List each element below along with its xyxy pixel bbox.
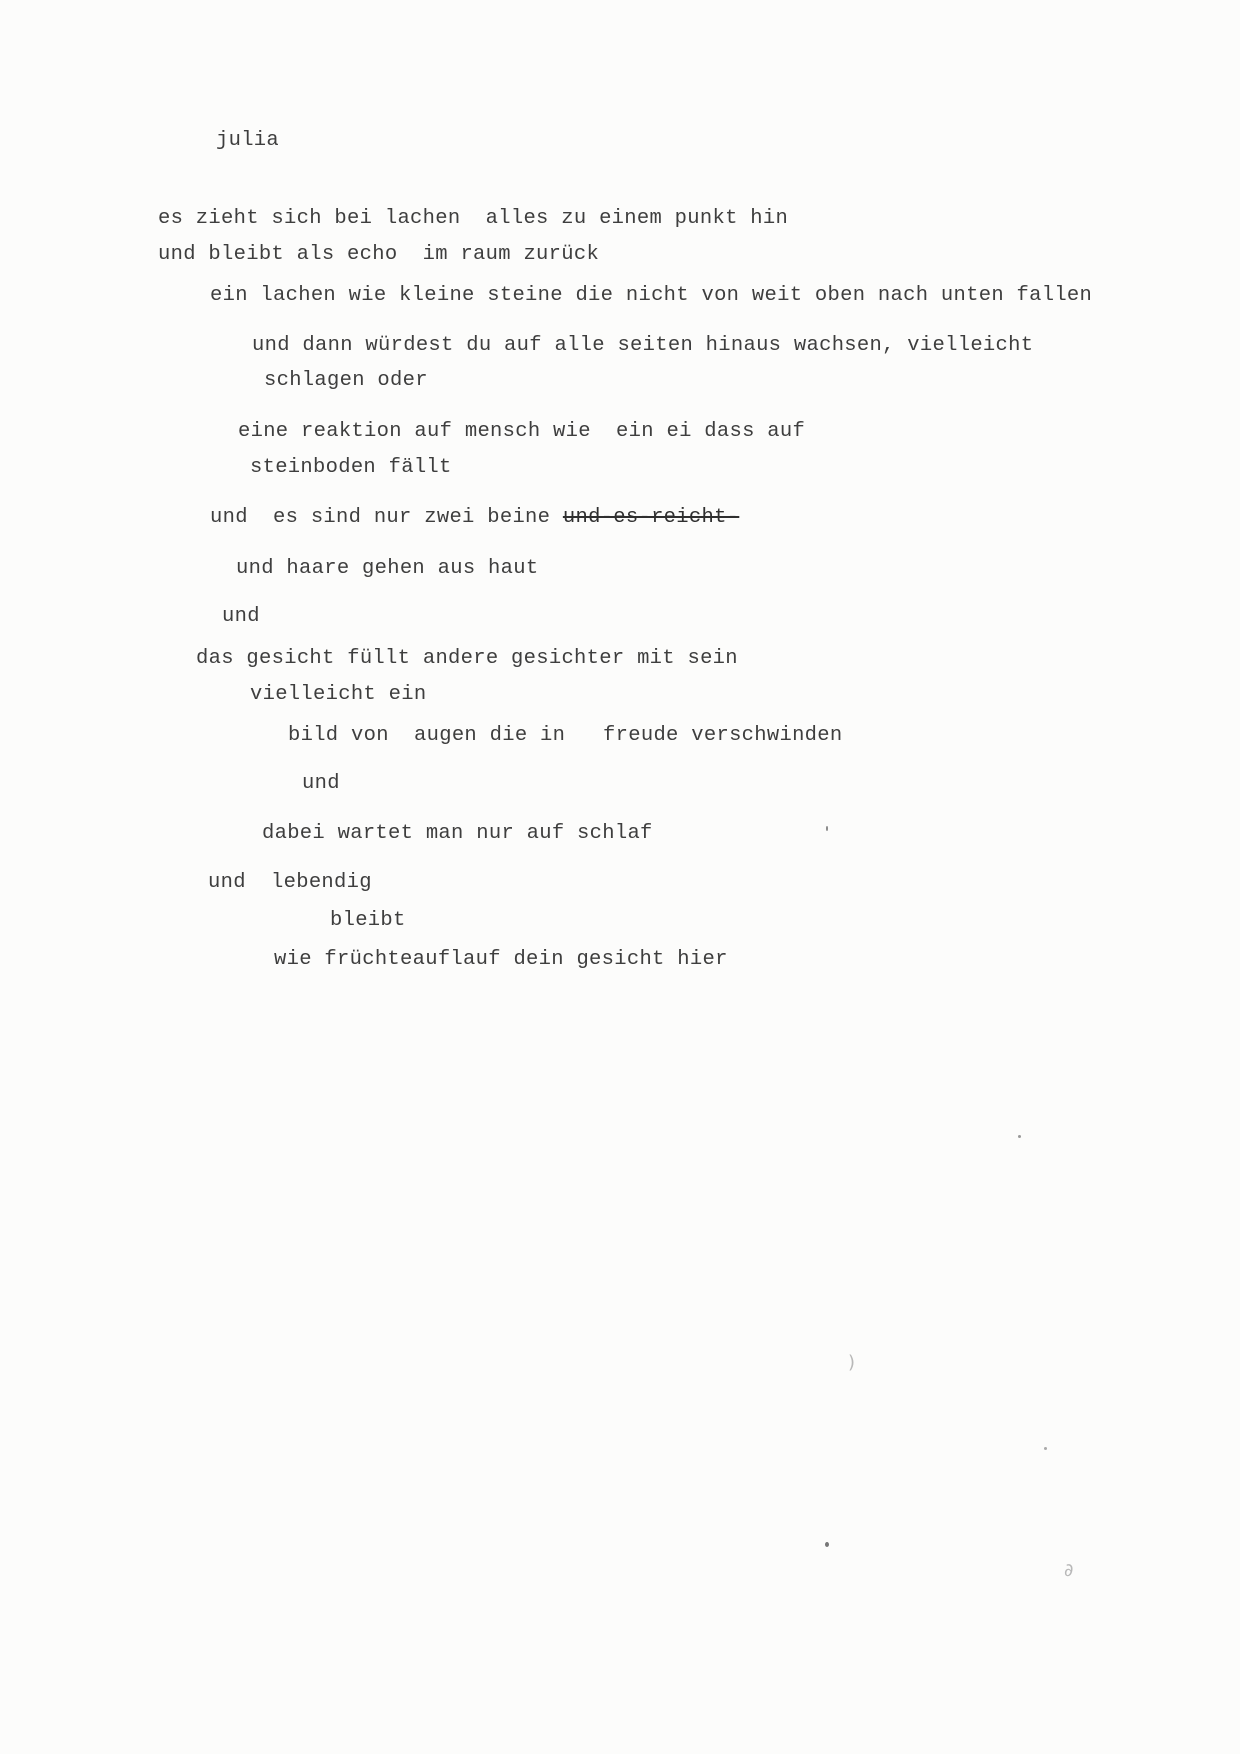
poem-line-4: und dann würdest du auf alle seiten hinaus wachsen, vielleicht [252, 334, 1034, 357]
poem-line-5: schlagen oder [264, 369, 428, 392]
paper-speck [826, 826, 828, 831]
poem-line-9: und haare gehen aus haut [236, 557, 539, 580]
poem-line-6: eine reaktion auf mensch wie ein ei dass auf [238, 420, 806, 443]
poem-line-16: und lebendig [208, 871, 372, 894]
poem-title: julia [216, 129, 280, 152]
poem-line-8 [210, 505, 739, 531]
poem-line-18: wie früchteauflauf dein gesicht hier [274, 948, 728, 971]
paper-speck [1018, 1135, 1021, 1138]
paper-speck [1044, 1447, 1047, 1450]
paper-mark: ) [848, 1352, 856, 1373]
paper-mark: ∂ [1064, 1560, 1074, 1581]
poem-line-1: es zieht sich bei lachen alles zu einem punkt hin [158, 207, 789, 230]
poem-line-3: ein lachen wie kleine steine die nicht von weit oben nach unten fallen [210, 284, 1093, 307]
poem-line-17: bleibt [330, 909, 406, 932]
poem-line-12: vielleicht ein [250, 683, 427, 706]
paper-speck [825, 1542, 829, 1547]
poem-line-14: und [302, 772, 340, 795]
poem-line-8-text: und es sind nur zwei beine [210, 506, 563, 529]
poem-line-11: das gesicht füllt andere gesichter mit sein [196, 647, 738, 670]
poem-line-13: bild von augen die in freude verschwinden [288, 724, 843, 747]
poem-line-7: steinboden fällt [250, 456, 452, 479]
struck-out-text: und-es-reicht- [562, 506, 740, 529]
poem-line-2: und bleibt als echo im raum zurück [158, 243, 600, 266]
poem-line-15: dabei wartet man nur auf schlaf [262, 822, 653, 845]
poem-line-10: und [222, 605, 260, 628]
